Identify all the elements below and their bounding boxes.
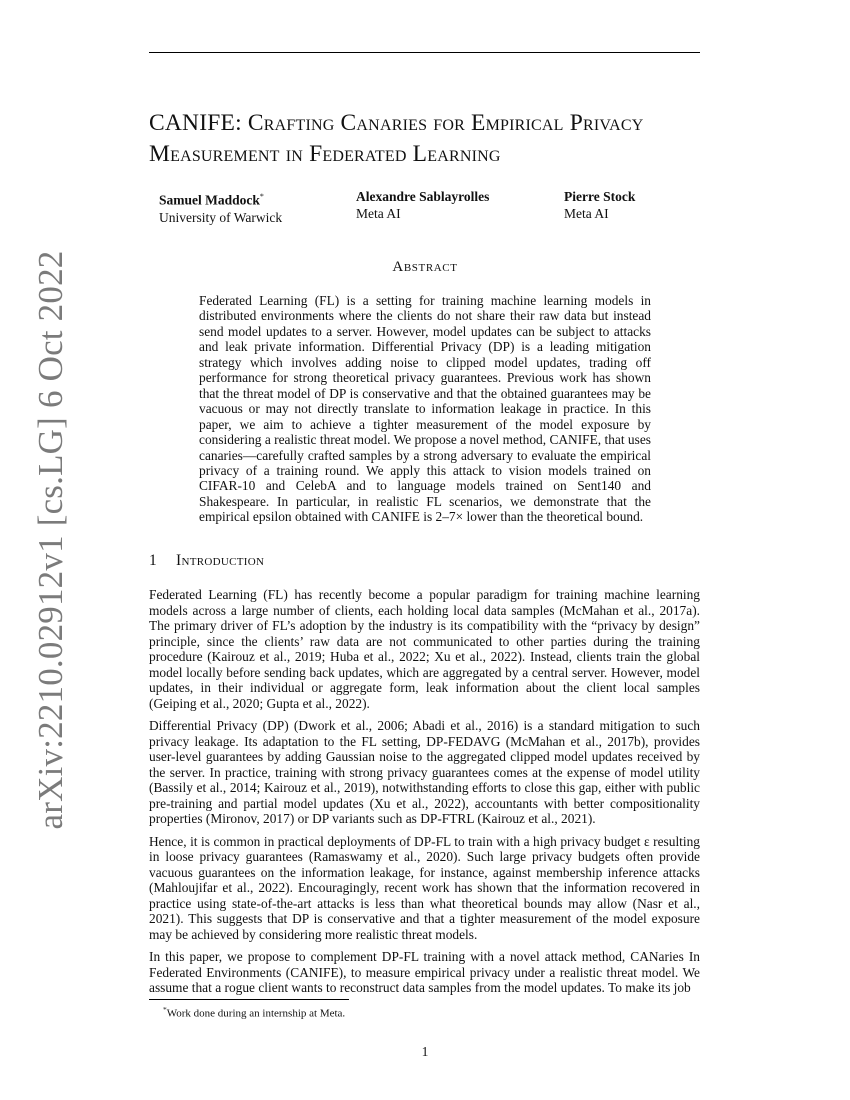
page-number: 1 (421, 1044, 429, 1059)
intro-paragraph-1: Federated Learning (FL) has recently become a popular paradigm for training machine learning models across a large number of clients, each holding local data samples (McMahan et al., 2017a). The primary driver of FL’s adoption by the industry is its compatibility with the “privacy by design” principle, since the clients’ raw data are not communicated to other parties during the training procedure (Kairouz et al., 2019; Huba et al., 2022; Xu et al., 2022). Instead, clients train the global model locally before sending back updates, which are aggregated by a central server. However, model updates, in their individual or aggregate form, leak information about the client local samples (Geiping et al., 2020; Gupta et al., 2022). (149, 587, 700, 711)
author-2 (356, 188, 489, 222)
section-number: 1 (149, 552, 158, 569)
introduction-body (149, 587, 700, 1003)
author-3-affiliation: Meta AI (564, 206, 609, 221)
abstract-heading: Abstract (392, 259, 458, 275)
intro-paragraph-4: In this paper, we propose to complement DP-FL training with a novel attack method, CANaries In Federated Environments (CANIFE), to measure empirical privacy under a realistic threat model. We assume that a rogue client wants to reconstruct data samples from the model updates. To make its job (149, 949, 700, 995)
section-heading-introduction (149, 552, 264, 570)
abstract-text: Federated Learning (FL) is a setting for training machine learning models in distributed environments where the clients do not share their raw data but instead send model updates to a server. However, model updates can be subject to attacks and leak private information. Differential Privacy (DP) is a leading mitigation strategy which involves adding noise to clipped model updates, trading off performance for strong theoretical privacy guarantees. Previous work has shown that the threat model of DP is conservative and that the obtained guarantees may be vacuous or may not directly translate to information leakage in practice. In this paper, we aim to achieve a tighter measurement of the model exposure by considering a realistic threat model. We propose a novel method, CANIFE, that uses canaries—carefully crafted samples by a strong adversary to evaluate the empirical privacy of a training round. We apply this attack to vision models trained on CIFAR-10 and CelebA and to language models trained on Sent140 and Shakespeare. In particular, in realistic FL scenarios, we demonstrate that the empirical epsilon obtained with CANIFE is 2–7× lower than the theoretical bound. (199, 293, 651, 525)
intro-paragraph-3: Hence, it is common in practical deployments of DP-FL to train with a high privacy budget ε resulting in loose privacy guarantees (Ramaswamy et al., 2020). Such large privacy budgets often provide vacuous guarantees on the information leakage, for instance, against membership inference attacks (Mahloujifar et al., 2022). Encouragingly, recent work has shown that the information recovered in practice using state-of-the-art attacks is less than what theoretical bounds may allow (Nasr et al., 2021). This suggests that DP is conservative and that a tighter measurement of the model exposure may be achieved by considering more realistic threat models. (149, 833, 700, 942)
footnote-mark: * (163, 1005, 167, 1014)
author-1-footnote-mark: * (259, 192, 264, 201)
author-2-affiliation: Meta AI (356, 206, 401, 221)
author-3-name: Pierre Stock (564, 189, 636, 204)
author-1-name: Samuel Maddock (159, 192, 260, 208)
section-title: Introduction (176, 552, 265, 569)
footnote-text: Work done during an internship at Meta. (166, 1007, 346, 1020)
author-1 (159, 188, 282, 226)
arxiv-identifier-stamp: arXiv:2210.02912v1 [cs.LG] 6 Oct 2022 (31, 250, 70, 830)
top-rule (149, 52, 700, 53)
author-2-name: Alexandre Sablayrolles (356, 189, 490, 204)
intro-paragraph-2: Differential Privacy (DP) (Dwork et al., 2006; Abadi et al., 2016) is a standard mitigation to such privacy leakage. Its adaptation to the FL setting, DP-FEDAVG (McMahan et al., 2017b), provides user-level guarantees by adding Gaussian noise to the aggregated clipped model updates received by the server. In practice, training with strong privacy guarantees comes at the expense of model utility (Bassily et al., 2014; Kairouz et al., 2019), notwithstanding efforts to close this gap, either with public pre-training and partial model updates (Xu et al., 2022), accountants with better compositionality properties (Mironov, 2017) or DP variants such as DP-FTRL (Kairouz et al., 2021). (149, 718, 700, 826)
author-3 (564, 188, 635, 222)
paper-title: CANIFE: Crafting Canaries for Empirical Privacy Measurement in Federated Learning (149, 110, 644, 167)
author-1-affiliation: University of Warwick (159, 209, 283, 225)
footnote-rule (149, 999, 349, 1000)
footnote (163, 1003, 345, 1021)
